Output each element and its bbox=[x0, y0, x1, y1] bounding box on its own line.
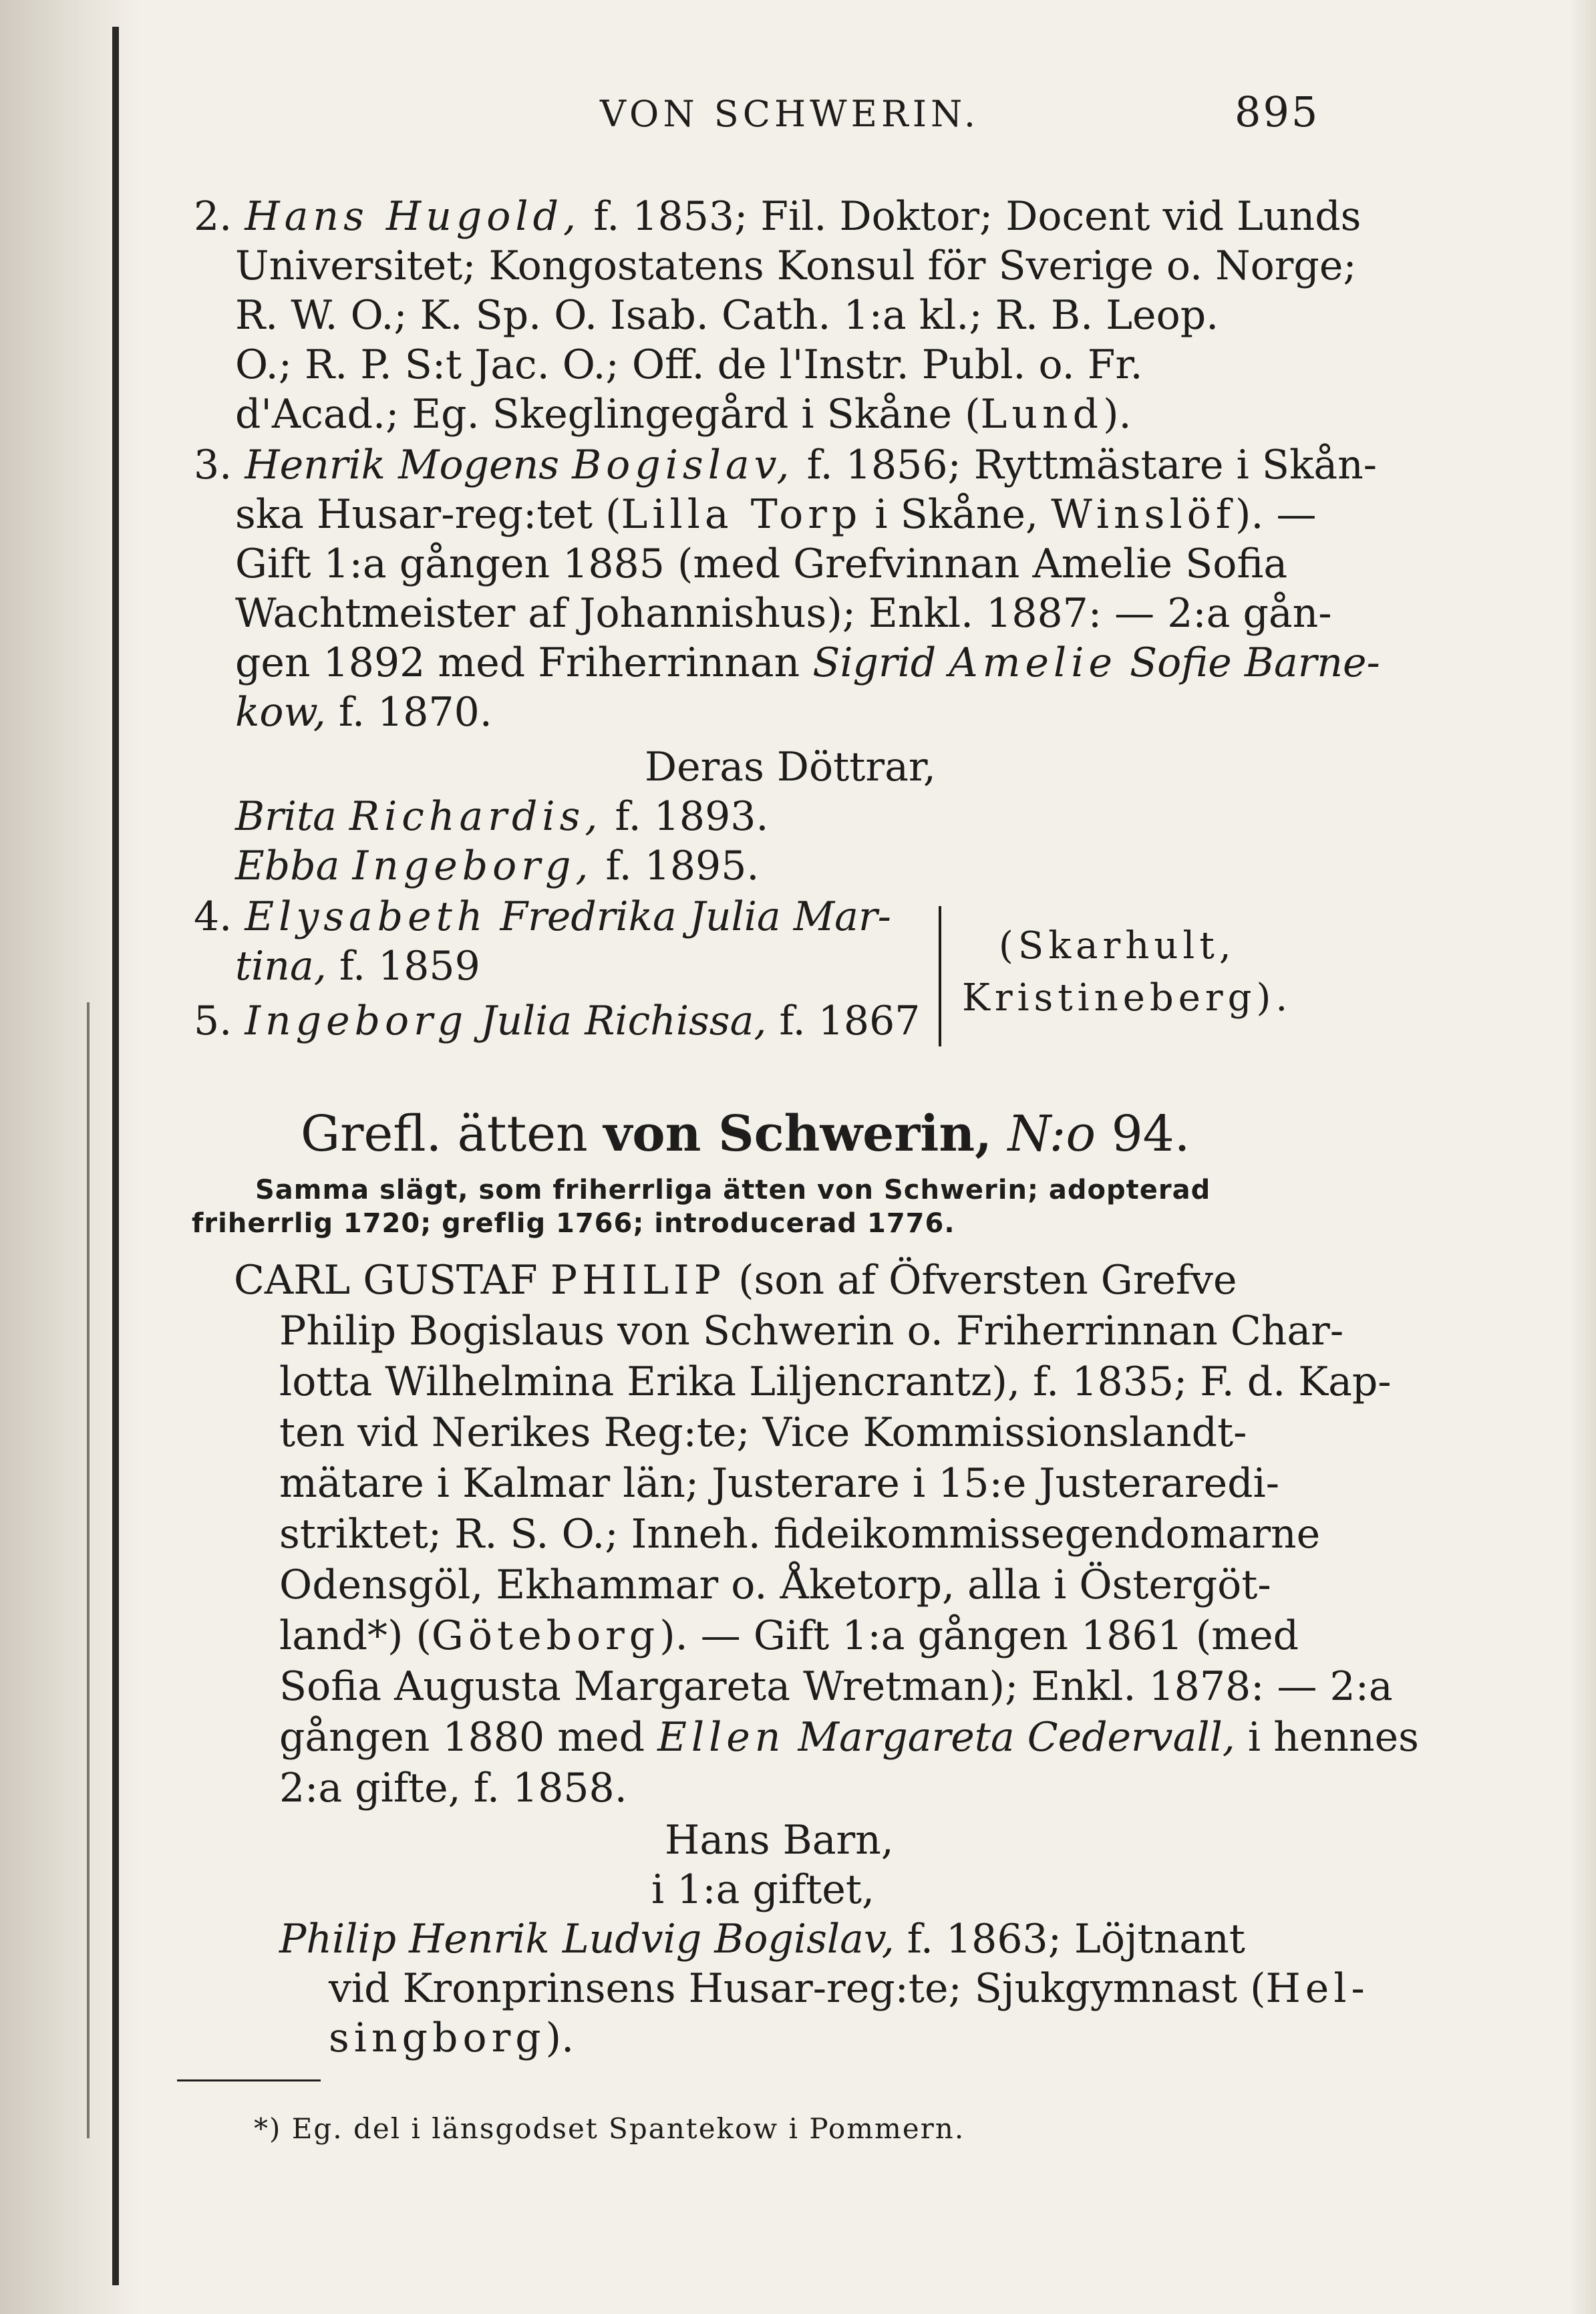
page-binding-shadow bbox=[0, 0, 140, 2314]
children-heading-2: i 1:a giftet, bbox=[651, 1866, 875, 1913]
entry-3-number: 3. bbox=[194, 442, 232, 488]
entry-2-text: f. 1853; Fil. Doktor; Docent vid Lunds bbox=[593, 193, 1362, 240]
entry-3-line-1: 3. Henrik Mogens Bogislav, f. 1856; Ryttmästare i Skån- bbox=[194, 442, 1378, 488]
entry-2-line-4: O.; R. P. S:t Jac. O.; Off. de l'Instr. Publ. o. Fr. bbox=[235, 341, 1143, 388]
carl-line-9: Sofia Augusta Margareta Wretman); Enkl. 1878: — 2:a bbox=[279, 1663, 1393, 1710]
page-number: 895 bbox=[1235, 88, 1320, 136]
child-1-line-3: singborg). bbox=[329, 2015, 575, 2061]
entry-4-line-2: tina, f. 1859 bbox=[235, 943, 480, 990]
children-heading-1: Hans Barn, bbox=[665, 1817, 894, 1864]
entry-3-line-2: ska Husar-reg:tet (Lilla Torp i Skåne, Winslöf). — bbox=[235, 491, 1317, 538]
carl-line-7: Odensgöl, Ekhammar o. Åketorp, alla i Östergöt- bbox=[279, 1562, 1271, 1608]
binding-edge bbox=[112, 27, 119, 2285]
carl-line-2: Philip Bogislaus von Schwerin o. Friherrinnan Char- bbox=[279, 1308, 1344, 1354]
entry-2-line-2: Universitet; Kongostatens Konsul för Sverige o. Norge; bbox=[235, 243, 1357, 289]
section-title: Grefl. ätten von Schwerin, N:o 94. bbox=[301, 1105, 1190, 1163]
daughter-1: Brita Richardis, f. 1893. bbox=[235, 793, 769, 840]
carl-line-3: lotta Wilhelmina Erika Liljencrantz), f. 1835; F. d. Kap- bbox=[279, 1358, 1392, 1405]
carl-line-4: ten vid Nerikes Reg:te; Vice Kommissionslandt- bbox=[279, 1409, 1247, 1456]
entry-4-line-1: 4. Elysabeth Fredrika Julia Mar- bbox=[194, 893, 891, 940]
daughter-2: Ebba Ingeborg, f. 1895. bbox=[235, 843, 760, 889]
carl-line-8: land*) (Göteborg). — Gift 1:a gången 1861 (med bbox=[279, 1612, 1299, 1659]
entry-3-name: Bogislav, bbox=[572, 442, 794, 488]
binding-edge-inner bbox=[87, 1002, 90, 2138]
place-name: Winslöf bbox=[1051, 491, 1235, 538]
entry-2-name: Hans Hugold, bbox=[245, 193, 581, 240]
daughters-heading: Deras Döttrar, bbox=[645, 744, 936, 790]
child-1-line-2: vid Kronprinsens Husar-reg:te; Sjukgymnast (Hel- bbox=[329, 1965, 1370, 2012]
running-header-title: VON SCHWERIN. bbox=[600, 93, 980, 135]
carl-line-5: mätare i Kalmar län; Justerare i 15:e Justeraredi- bbox=[279, 1460, 1280, 1507]
footnote-rule bbox=[177, 2079, 321, 2081]
entry-4-number: 4. bbox=[194, 893, 232, 940]
bracket-note-line-2: Kristineberg). bbox=[962, 976, 1293, 1020]
bracket bbox=[939, 906, 955, 1046]
section-intro-line-2: friherrlig 1720; greflig 1766; introducerad 1776. bbox=[192, 1208, 955, 1239]
carl-line-1: CARL GUSTAF PHILIP (son af Öfversten Grefve bbox=[234, 1257, 1237, 1304]
place-name: Lund bbox=[980, 391, 1104, 438]
carl-line-11: 2:a gifte, f. 1858. bbox=[279, 1765, 627, 1812]
entry-5-number: 5. bbox=[194, 998, 232, 1044]
footnote: *) Eg. del i länsgodset Spantekow i Pommern. bbox=[254, 2112, 965, 2145]
carl-line-6: striktet; R. S. O.; Inneh. fideikommissegendomarne bbox=[279, 1511, 1321, 1558]
page-edge bbox=[1569, 0, 1596, 2314]
place-name: Lilla Torp bbox=[621, 491, 862, 538]
child-1-line-1: Philip Henrik Ludvig Bogislav, f. 1863; Löjtnant bbox=[279, 1916, 1245, 1963]
entry-3-line-3: Gift 1:a gången 1885 (med Grefvinnan Amelie Sofia bbox=[235, 541, 1288, 587]
entry-2-line-1 bbox=[194, 192, 1361, 241]
bracket-note-line-1: (Skarhult, bbox=[999, 924, 1236, 968]
carl-line-10: gången 1880 med Ellen Margareta Cedervall, i hennes bbox=[279, 1714, 1419, 1761]
entry-5-line-1: 5. Ingeborg Julia Richissa, f. 1867 bbox=[194, 998, 921, 1044]
entry-3-line-5: gen 1892 med Friherrinnan Sigrid Amelie Sofie Barne- bbox=[235, 639, 1380, 686]
entry-2-line-5: d'Acad.; Eg. Skeglingegård i Skåne (Lund). bbox=[235, 391, 1132, 438]
entry-2-line-3: R. W. O.; K. Sp. O. Isab. Cath. 1:a kl.; R. B. Leop. bbox=[235, 292, 1219, 339]
entry-3-line-4: Wachtmeister af Johannishus); Enkl. 1887: — 2:a gån- bbox=[235, 590, 1332, 637]
section-intro-line-1: Samma slägt, som friherrliga ätten von Schwerin; adopterad bbox=[255, 1175, 1211, 1205]
entry-2-number: 2. bbox=[194, 193, 232, 240]
entry-3-line-6: kow, f. 1870. bbox=[235, 689, 492, 736]
